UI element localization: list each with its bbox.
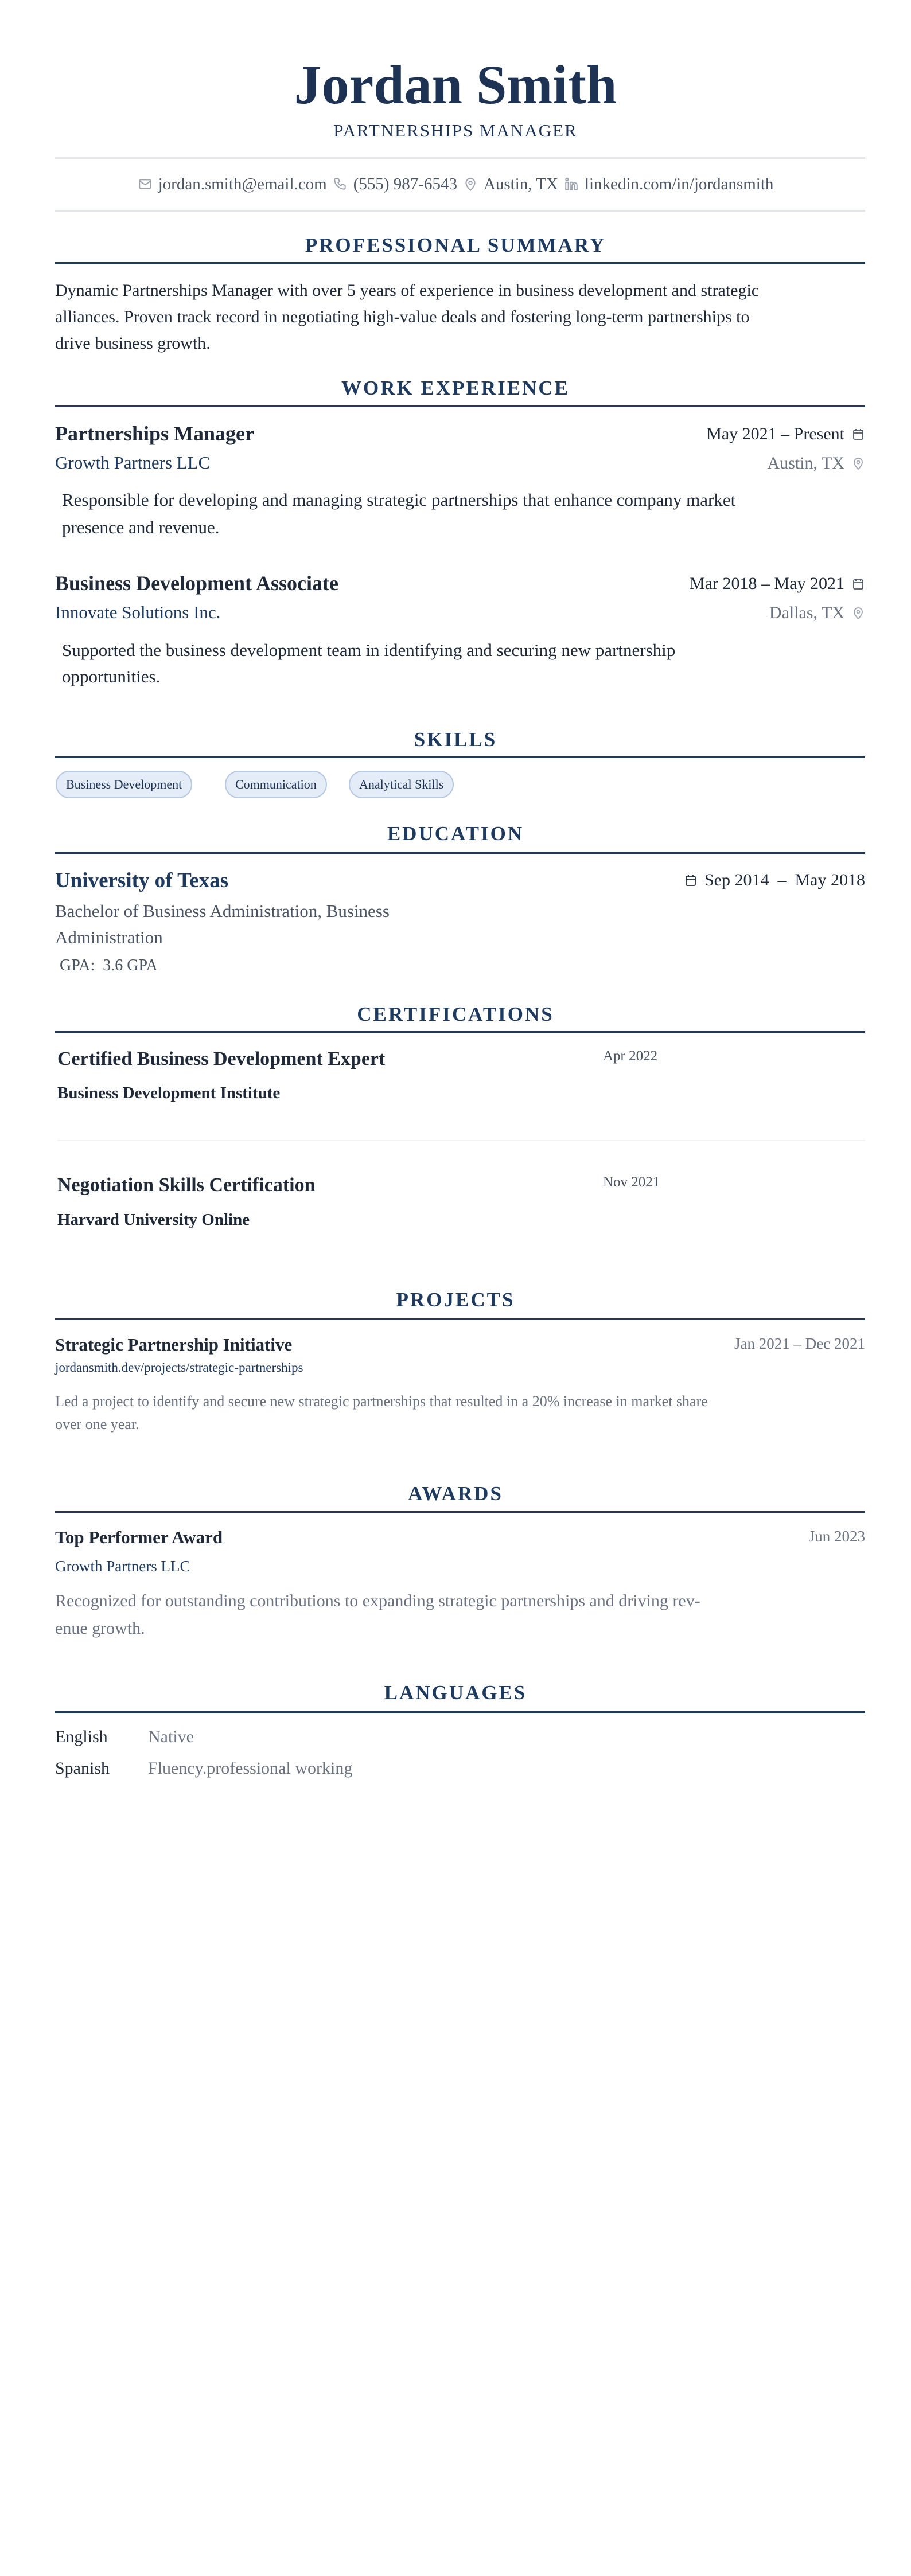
award-title: Top Performer Award [55,1527,223,1547]
linkedin-text: linkedin.com/in/jordansmith [584,174,774,193]
award-organization: Growth Partners LLC [55,1558,190,1575]
header-divider-top [55,157,865,159]
linkedin-icon [564,177,579,192]
certification-date: Nov 2021 [603,1174,660,1190]
job-location-text: Dallas, TX [769,603,844,622]
map-pin-icon [851,606,865,620]
summary-line: drive business growth. [55,334,211,353]
map-pin-icon [463,177,478,192]
section-title-certifications: CERTIFICATIONS [357,1003,554,1025]
degree [55,898,390,951]
contact-email[interactable] [138,175,327,194]
job-dates [690,574,865,594]
section-title-languages: LANGUAGES [384,1681,527,1704]
skill-tag: Analytical Skills [349,771,454,798]
section-title-projects: PROJECTS [396,1289,515,1311]
language-level: Native [148,1727,194,1746]
email-text: jordan.smith@email.com [158,174,327,193]
award-description-line: Recognized for outstanding contributions to expanding strategic partnerships and driving rev- [55,1591,700,1610]
section-rule [55,262,865,264]
job-location-text: Austin, TX [767,454,844,473]
award-date: Jun 2023 [808,1528,865,1545]
job-location [768,454,865,473]
contact-linkedin[interactable] [564,175,773,194]
skill-tag: Communication [225,771,327,798]
job-dates [706,424,865,444]
summary-line: alliances. Proven track record in negotiating high-value deals and fostering long-term partnerships to [55,307,750,326]
section-title-skills: SKILLS [414,728,497,751]
section-title-summary: PROFESSIONAL SUMMARY [305,234,606,256]
project-description [55,1390,870,1436]
education-dates [684,871,865,890]
summary-line: Dynamic Partnerships Manager with over 5 years of experience in business development and strategic [55,281,760,300]
certification-name: Certified Business Development Expert [57,1048,386,1070]
job-description [62,486,871,541]
certification-issuer: Business Development Institute [57,1084,281,1102]
location-text: Austin, TX [483,174,558,193]
project-dates: Jan 2021 – Dec 2021 [734,1335,865,1352]
section-title-awards: AWARDS [408,1482,503,1505]
company-name: Innovate Solutions Inc. [55,602,221,622]
gpa-label: GPA: [60,957,95,974]
award-description [55,1587,870,1642]
section-rule [55,1031,865,1033]
section-title-education: EDUCATION [387,822,524,845]
phone-text: (555) 987-6543 [353,174,457,193]
section-rule [55,1511,865,1513]
candidate-title: PARTNERSHIPS MANAGER [333,120,578,140]
header-divider-bottom [55,210,865,212]
job-dates-text: Mar 2018 – May 2021 [690,574,844,593]
section-rule [55,405,865,407]
language-name: Spanish [55,1759,110,1778]
calendar-icon [851,427,865,441]
map-pin-icon [851,456,865,470]
job-description-line: Responsible for developing and managing strategic partnerships that enhance company market [62,490,736,510]
degree-line: Administration [55,927,163,947]
job-description-line: presence and revenue. [62,517,220,537]
project-title: Strategic Partnership Initiative [55,1334,293,1355]
language-name: English [55,1727,108,1746]
section-rule [55,1711,865,1713]
section-rule [55,852,865,854]
certification-name: Negotiation Skills Certification [57,1174,316,1196]
gpa-value: 3.6 GPA [103,957,158,974]
calendar-icon [684,873,698,887]
degree-line: Bachelor of Business Administration, Business [55,901,390,921]
job-description [62,637,871,690]
project-link[interactable]: jordansmith.dev/projects/strategic-partnerships [55,1360,303,1375]
language-level: Fluency.professional working [148,1759,353,1778]
summary-text [55,278,870,357]
contact-bar [0,174,911,194]
job-title: Business Development Associate [55,572,338,595]
job-dates-text: May 2021 – Present [706,424,844,443]
company-name: Growth Partners LLC [55,452,211,473]
gpa [60,957,158,975]
skill-tag: Business Development [56,771,192,798]
section-title-experience: WORK EXPERIENCE [341,377,570,399]
section-rule [55,756,865,758]
job-description-line: opportunities. [62,666,161,686]
contact-location [463,175,558,194]
job-title: Partnerships Manager [55,422,254,445]
award-description-line: enue growth. [55,1619,145,1638]
calendar-icon [851,577,865,591]
job-description-line: Supported the business development team in identifying and securing new partnership [62,640,676,660]
job-location [769,603,865,623]
project-description-line: Led a project to identify and secure new strategic partnerships that resulted in a 20% increase in market share [55,1393,708,1410]
section-rule [55,1318,865,1320]
certification-date: Apr 2022 [603,1048,658,1064]
contact-phone[interactable] [333,175,457,194]
education-dates-text: Sep 2014 – May 2018 [704,871,865,889]
mail-icon [138,177,153,192]
certification-divider [57,1140,865,1141]
institution-name: University of Texas [55,869,229,892]
candidate-name: Jordan Smith [294,54,617,115]
phone-icon [333,177,348,192]
certification-issuer: Harvard University Online [57,1211,250,1229]
project-description-line: over one year. [55,1416,139,1433]
